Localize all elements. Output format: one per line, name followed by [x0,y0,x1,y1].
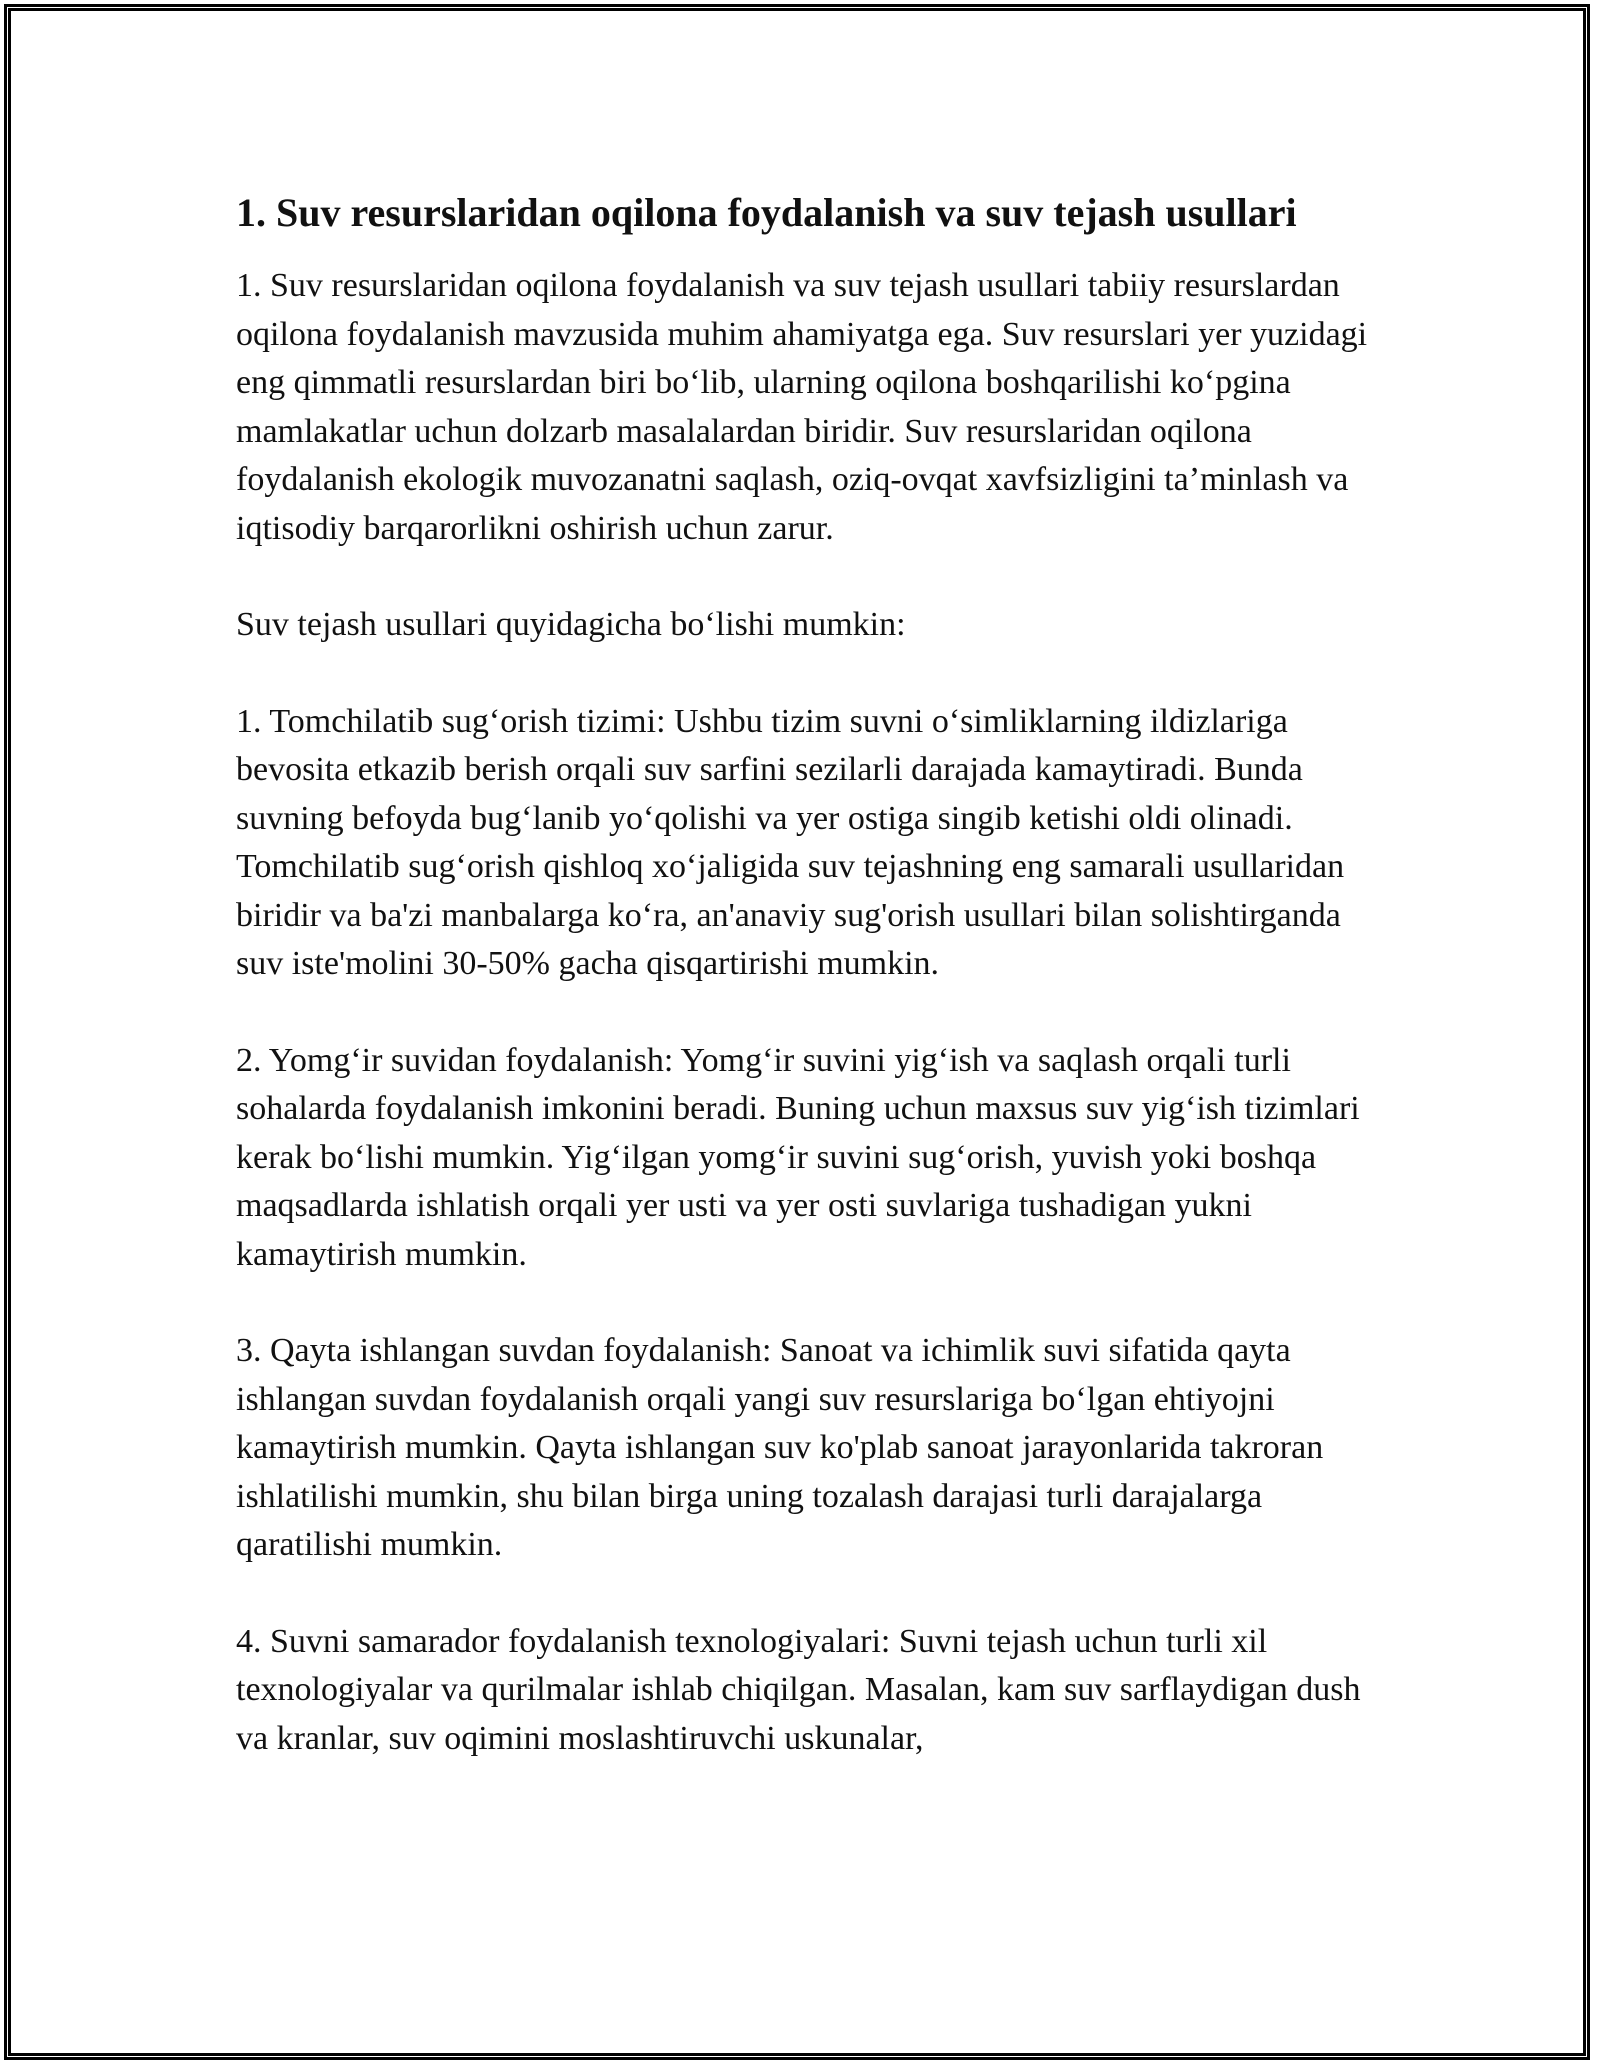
paragraph-methods-heading: Suv tejash usullari quyidagicha bo‘lishi mumkin: [236,606,906,643]
document-title: 1. Suv resurslaridan oqilona foydalanish va suv tejash usullari [236,190,1297,235]
paragraph-drip-irrigation: 1. Tomchilatib sug‘orish tizimi: Ushbu tizim suvni o‘simliklarning ildizlariga bevosita etkazib berish orqali suv sarfini sezilarli darajada kamaytiradi. Bunda suvning befoyda bug‘lanib yo‘qolishi va yer ostiga singib ketishi oldi olinadi. Tomchilatib sug‘orish qishloq xo‘jaligida suv tejashning eng samarali usullaridan biridir va ba'zi manbalarga ko‘ra, an'anaviy sug'orish usullari bilan solishtirganda suv iste'molini 30-50% gacha qisqartirishi mumkin. [236,702,1345,982]
document-body [236,186,1376,1763]
paragraph-technologies: 4. Suvni samarador foydalanish texnologiyalari: Suvni tejash uchun turli xil texnologiyalar va qurilmalar ishlab chiqilgan. Masalan, kam suv sarflaydigan dush va kranlar, suv oqimini moslashtiruvchi uskunalar, [236,1622,1361,1757]
paragraph-recycled-water: 3. Qayta ishlangan suvdan foydalanish: Sanoat va ichimlik suvi sifatida qayta ishlangan suvdan foydalanish orqali yangi suv resurslariga bo‘lgan ehtiyojni kamaytirish mumkin. Qayta ishlangan suv ko'plab sanoat jarayonlarida takroran ishlatilishi mumkin, shu bilan birga uning tozalash darajasi turli darajalarga qaratilishi mumkin. [236,1332,1324,1563]
paragraph-rainwater: 2. Yomg‘ir suvidan foydalanish: Yomg‘ir suvini yig‘ish va saqlash orqali turli sohalarda foydalanish imkonini beradi. Buning uchun maxsus suv yig‘ish tizimlari kerak bo‘lishi mumkin. Yig‘ilgan yomg‘ir suvini sug‘orish, yuvish yoki boshqa maqsadlarda ishlatish orqali yer usti va yer osti suvlariga tushadigan yukni kamaytirish mumkin. [236,1041,1360,1273]
paragraph-intro: 1. Suv resurslaridan oqilona foydalanish va suv tejash usullari tabiiy resurslardan oqilona foydalanish mavzusida muhim ahamiyatga ega. Suv resurslari yer yuzidagi eng qimmatli resurslardan biri bo‘lib, ularning oqilona boshqarilishi ko‘pgina mamlakatlar uchun dolzarb masalalardan biridir. Suv resurslaridan oqilona foydalanish ekologik muvozanatni saqlash, oziq-ovqat xavfsizligini ta’minlash va iqtisodiy barqarorlikni oshirish uchun zarur. [236,267,1368,547]
